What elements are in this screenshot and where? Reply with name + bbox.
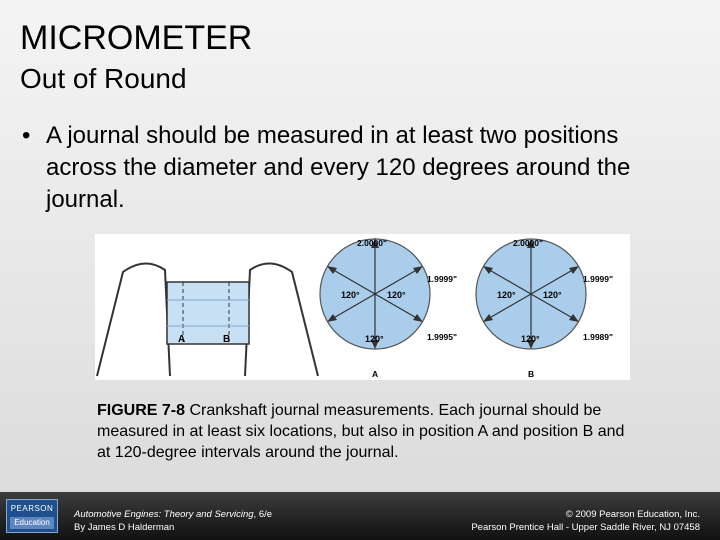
angle-b-left: 120°: [497, 290, 516, 300]
circle-b-diagram: [476, 238, 613, 379]
copyright: © 2009 Pearson Education, Inc.: [565, 509, 700, 520]
logo-line1: PEARSON: [10, 504, 54, 513]
angle-b-right: 120°: [543, 290, 562, 300]
angle-a-right: 120°: [387, 290, 406, 300]
crankshaft-figure: [95, 234, 630, 380]
figure-caption: [97, 400, 637, 463]
logo-line2: Education: [10, 517, 54, 529]
reading-a-right-upper: 1.9999": [427, 274, 458, 284]
bullet-point: [22, 120, 662, 216]
reading-b-top: 2.0000": [513, 238, 544, 248]
angle-a-left: 120°: [341, 290, 360, 300]
pearson-logo: [6, 499, 58, 533]
publisher: Pearson Prentice Hall - Upper Saddle River, NJ 07458: [471, 522, 700, 533]
reading-a-right-lower: 1.9995": [427, 332, 458, 342]
position-label-b: B: [528, 369, 535, 379]
book-title-line: [74, 508, 272, 521]
angle-a-bottom: 120°: [365, 334, 384, 344]
slide-title: MICROMETER: [20, 19, 253, 57]
caption-text: Crankshaft journal measurements. Each journal should be measured in at least six locations, but also in position A and position B and at 120-degree intervals around the journal.: [97, 402, 625, 461]
publisher-info: [471, 508, 700, 534]
slide-subtitle: Out of Round: [20, 63, 187, 94]
reading-a-top: 2.0000": [357, 238, 388, 248]
reading-b-right-lower: 1.9989": [583, 332, 614, 342]
author: By James D Halderman: [74, 522, 175, 533]
book-edition: , 6/e: [253, 509, 273, 520]
label-b-side: B: [223, 334, 231, 345]
bullet-text: A journal should be measured in at least two positions across the diameter and every 120 degrees around the journal.: [46, 122, 631, 213]
angle-b-bottom: 120°: [521, 334, 540, 344]
circle-a-diagram: [320, 238, 457, 379]
label-a-side: A: [178, 334, 186, 345]
journal-side-view: [97, 263, 318, 376]
figure-illustration: [95, 234, 630, 380]
position-label-a: A: [372, 369, 379, 379]
figure-number: FIGURE 7-8: [97, 402, 186, 419]
bullet-icon: •: [22, 122, 31, 149]
footer-bar: [0, 492, 720, 540]
book-info: [74, 508, 272, 534]
book-title: Automotive Engines: Theory and Servicing: [74, 509, 254, 520]
reading-b-right-upper: 1.9999": [583, 274, 614, 284]
